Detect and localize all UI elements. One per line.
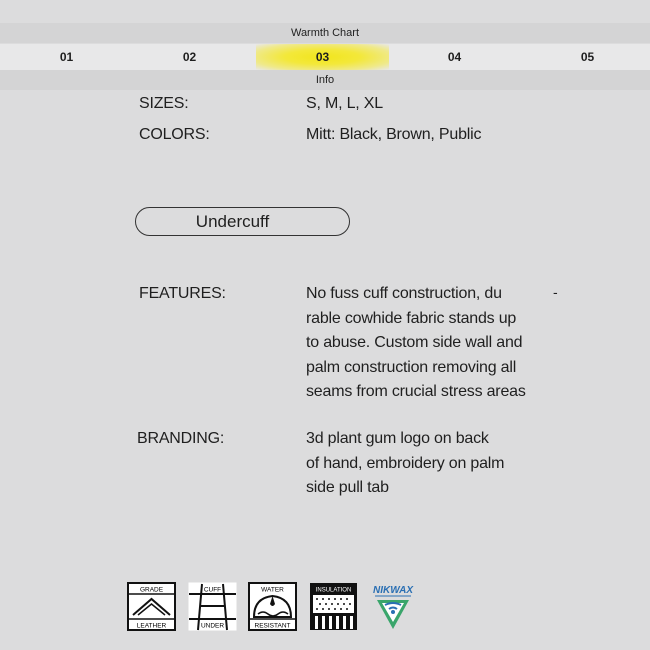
nikwax-wordmark: NIKWAX: [373, 585, 413, 596]
under-label: UNDER: [200, 622, 225, 630]
branding-line: 3d plant gum logo on back: [306, 430, 489, 447]
nikwax-logo: [369, 582, 417, 631]
features-label: FEATURES:: [139, 285, 226, 302]
features-line: rable cowhide fabric stands up: [306, 309, 517, 327]
leather-label: LEATHER: [136, 622, 167, 630]
features-line: to abuse. Custom side wall and: [306, 334, 523, 351]
warmth-level-05[interactable]: 05: [580, 50, 595, 64]
warmth-level-02[interactable]: 02: [182, 50, 197, 64]
dash-mark: -: [553, 284, 558, 300]
info-label: Info: [0, 70, 650, 90]
nikwax-logo-icon: [377, 600, 409, 629]
colors-value: Mitt: Black, Brown, Public: [306, 126, 482, 143]
features-line: No fuss cuff construction, du: [306, 285, 502, 302]
features-text: [306, 282, 526, 405]
branding-label: BRANDING:: [137, 430, 225, 447]
sizes-label: SIZES:: [139, 95, 189, 112]
cuff-under-badge: [188, 582, 237, 631]
features-line: palm construction removing all: [306, 358, 517, 376]
branding-line: side pull tab: [306, 479, 389, 496]
branding-line: of hand, embroidery on palm: [306, 454, 505, 472]
warmth-level-04[interactable]: 04: [447, 50, 462, 64]
cuff-style-badge: Undercuff: [135, 207, 350, 236]
insulation-label: INSULATION: [315, 587, 352, 594]
water-label: WATER: [261, 586, 284, 594]
cuff-label: CUFF: [203, 586, 222, 594]
sizes-value: S, M, L, XL: [306, 95, 383, 112]
warmth-chart-title: Warmth Chart: [0, 23, 650, 43]
warmth-level-03[interactable]: 03: [256, 44, 389, 70]
resistant-label: RESISTANT: [254, 622, 291, 630]
colors-label: COLORS:: [139, 126, 210, 143]
insulation-badge: [309, 582, 358, 631]
warmth-level-01[interactable]: 01: [59, 50, 74, 64]
water-resistant-badge: [248, 582, 297, 631]
grade-label: GRADE: [139, 586, 164, 594]
grade-leather-badge: [127, 582, 176, 631]
features-line: seams from crucial stress areas: [306, 383, 526, 400]
branding-text: [306, 427, 504, 501]
warmth-scale: [0, 44, 650, 70]
